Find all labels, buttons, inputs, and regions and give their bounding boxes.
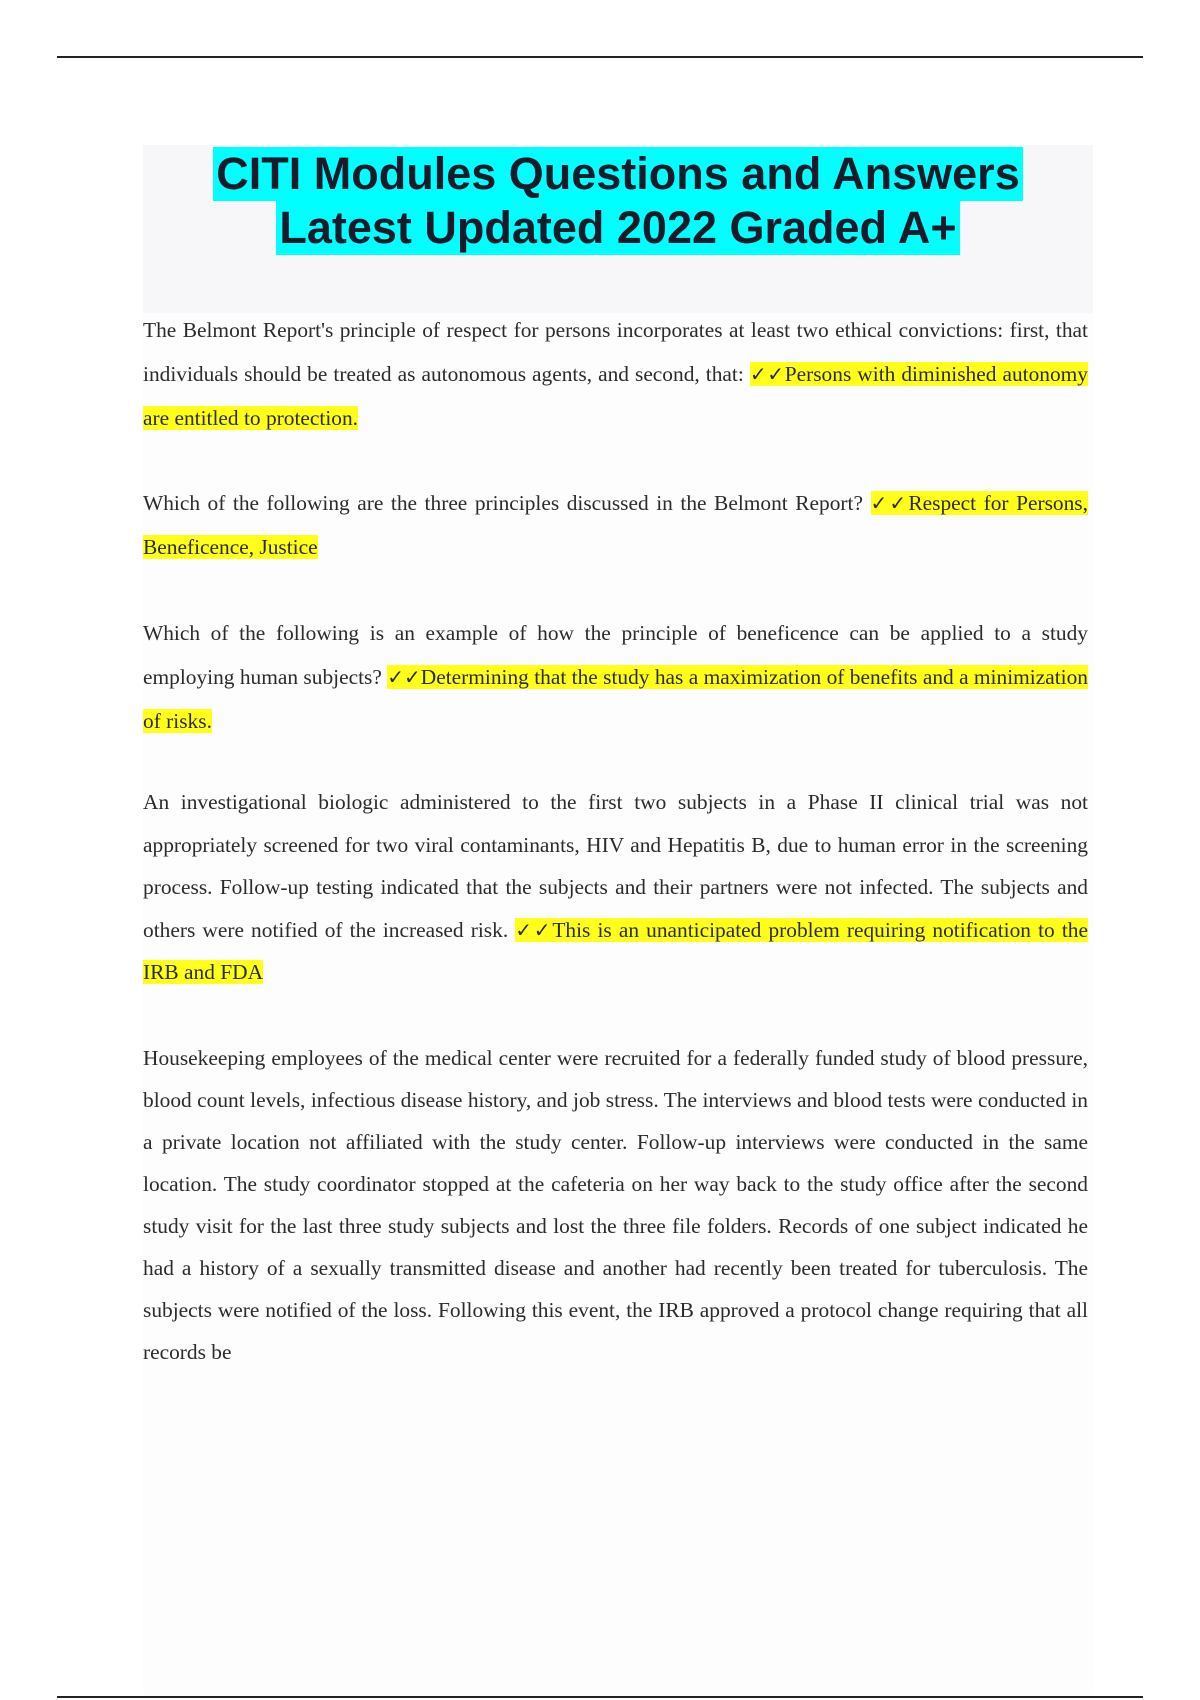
document-title-line-1: CITI Modules Questions and Answers bbox=[213, 147, 1022, 201]
double-check-icon: ✓✓ bbox=[870, 491, 909, 515]
title-block bbox=[143, 145, 1093, 313]
question-text: An investigational biologic administered to the first two subjects in a Phase II clinical trial was not appropriately screened for two viral contaminants, HIV and Hepatitis B, due to human error in the screening process. Follow-up testing indicated that the subjects and their partners were not infected. The subjects and others were notified of the increased risk. bbox=[143, 790, 1088, 942]
qa-item-2 bbox=[143, 481, 1088, 569]
double-check-icon: ✓✓ bbox=[749, 362, 785, 386]
qa-item-3 bbox=[143, 611, 1088, 743]
document-page bbox=[143, 145, 1093, 1695]
question-text: Housekeeping employees of the medical center were recruited for a federally funded study of blood pressure, blood count levels, infectious disease history, and job stress. The interviews and blood tests were conducted in a private location not affiliated with the study center. Follow-up interviews were conducted in the same location. The study coordinator stopped at the cafeteria on her way back to the study office after the second study visit for the last three study subjects and lost the three file folders. Records of one subject indicated he had a history of a sexually transmitted disease and another had recently been treated for tuberculosis. The subjects were notified of the loss. Following this event, the IRB approved a protocol change requiring that all records be bbox=[143, 1046, 1088, 1364]
document-title-line-2: Latest Updated 2022 Graded A+ bbox=[276, 201, 959, 255]
answer-text: This is an unanticipated problem requiring notification to the IRB and FDA bbox=[143, 917, 1088, 984]
double-check-icon: ✓✓ bbox=[387, 665, 421, 689]
question-text: Which of the following are the three principles discussed in the Belmont Report? bbox=[143, 491, 871, 515]
bottom-rule bbox=[57, 1696, 1143, 1698]
top-rule bbox=[57, 56, 1143, 58]
qa-item-1 bbox=[143, 308, 1088, 440]
question-text: The Belmont Report's principle of respect for persons incorporates at least two ethical convictions: first, that individuals should be treated as autonomous agents, and second, that: bbox=[143, 318, 1088, 386]
double-check-icon: ✓✓ bbox=[515, 917, 553, 942]
answer-text: Determining that the study has a maximization of benefits and a minimization of risks. bbox=[143, 665, 1088, 733]
qa-item-4 bbox=[143, 781, 1088, 994]
qa-item-5 bbox=[143, 1037, 1088, 1373]
answer-text: Respect for Persons, Beneficence, Justice bbox=[143, 491, 1088, 559]
question-text: Which of the following is an example of how the principle of beneficence can be applied to a study employing human subjects? bbox=[143, 621, 1088, 689]
answer-text: Persons with diminished autonomy are entitled to protection. bbox=[143, 362, 1089, 430]
